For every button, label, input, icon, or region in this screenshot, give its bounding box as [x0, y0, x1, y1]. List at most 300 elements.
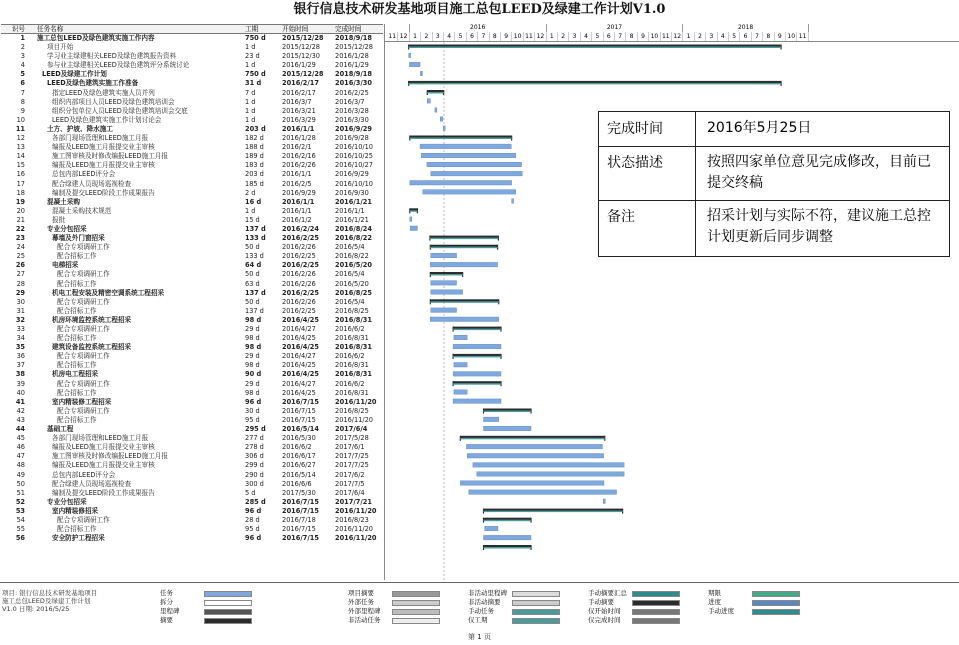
table-row[interactable]: [1, 270, 383, 279]
task-bar: [466, 444, 602, 449]
legend-item-label: 外部里程碑: [348, 607, 381, 615]
cell-id: 20: [16, 206, 25, 215]
cell-start: 2015/12/30: [282, 52, 321, 61]
table-row[interactable]: [1, 525, 383, 534]
table-row[interactable]: [1, 434, 383, 443]
cell-id: 17: [16, 179, 25, 188]
note-value: 招采计划与实际不符，建议施工总控计划更新后同步调整: [707, 208, 931, 245]
cell-name: LEED及绿建工作计划: [42, 70, 107, 79]
cell-id: 52: [15, 497, 25, 506]
cell-start: 2016/7/15: [282, 406, 316, 415]
table-row[interactable]: [1, 452, 383, 461]
cell-name: 施工图审核及时修改编报LEED施工月报: [52, 152, 168, 161]
cell-id: 44: [15, 425, 25, 434]
timeline-month: 8: [490, 32, 501, 41]
task-bar: [469, 490, 617, 495]
cell-dur: 98 d: [245, 315, 262, 324]
summary-progress: [453, 329, 501, 331]
table-row[interactable]: [1, 461, 383, 470]
col-duration-header[interactable]: 工期: [245, 25, 259, 33]
table-row[interactable]: [1, 334, 383, 343]
timeline-month: 11: [524, 32, 535, 41]
timeline-month: 5: [455, 32, 466, 41]
cell-end: 2016/8/31: [335, 370, 372, 379]
cell-id: 36: [16, 352, 25, 361]
table-row[interactable]: [1, 471, 383, 480]
summary-progress: [409, 83, 781, 85]
table-row[interactable]: [1, 407, 383, 416]
legend-item-label: 项目摘要: [348, 589, 374, 597]
cell-start: 2016/4/27: [282, 325, 316, 333]
cell-dur: 185 d: [245, 179, 264, 188]
table-row[interactable]: [1, 534, 383, 543]
timeline-month: 6: [604, 32, 615, 41]
table-row[interactable]: [1, 89, 383, 98]
cell-id: 8: [20, 97, 25, 106]
cell-dur: 98 d: [245, 388, 260, 397]
cell-dur: 277 d: [245, 434, 264, 443]
cell-start: 2016/4/25: [282, 343, 319, 352]
table-row[interactable]: [1, 307, 383, 316]
legend-item-label: 仅完成时间: [588, 616, 621, 624]
cell-end: 2016/10/10: [335, 179, 374, 188]
cell-name: 配合专项调研工作: [57, 406, 110, 415]
summary-progress: [410, 138, 512, 140]
timeline-month: 1: [683, 32, 694, 41]
timeline-month: 7: [752, 32, 763, 41]
timeline-month: 2: [695, 32, 706, 41]
gantt-bars: [385, 24, 959, 580]
cell-name: 配合专项调研工作: [57, 352, 110, 361]
cell-start: 2016/2/26: [282, 243, 316, 252]
table-row[interactable]: [1, 289, 383, 298]
cell-dur: 1 d: [245, 206, 256, 215]
summary-progress: [453, 356, 501, 358]
cell-end: 2016/1/21: [335, 197, 372, 206]
timeline-month: 2: [421, 32, 432, 41]
timeline-month: 3: [706, 32, 717, 41]
cell-start: 2016/6/6: [282, 479, 312, 488]
timeline-month: 12: [398, 32, 409, 41]
task-bar: [431, 171, 523, 176]
timeline-month: 7: [478, 32, 489, 41]
cell-dur: 50 d: [245, 243, 260, 252]
cell-end: 2016/1/1: [335, 206, 365, 215]
summary-progress: [430, 301, 498, 303]
cell-end: 2016/8/22: [335, 252, 369, 261]
table-row[interactable]: [1, 225, 383, 234]
timeline-month: 11: [797, 32, 808, 41]
timeline-month: 7: [615, 32, 626, 41]
cell-end: 2017/7/21: [335, 497, 372, 506]
table-row[interactable]: [1, 280, 383, 289]
col-start-header[interactable]: 开始时间: [282, 25, 309, 33]
cell-end: 2016/9/29: [335, 124, 372, 133]
cell-start: 2016/4/25: [282, 334, 316, 343]
legend-item: [160, 607, 180, 615]
cell-name: 室内精装修工程招采: [52, 397, 112, 406]
cell-name: 编报及LEED施工月报提交业主审核: [52, 161, 155, 170]
cell-name: 学习业主绿建相关LEED及绿色建筑报告资料: [47, 52, 177, 61]
table-row[interactable]: [1, 316, 383, 325]
status-note: [598, 111, 950, 257]
cell-dur: 203 d: [245, 170, 264, 179]
legend-swatch: [752, 591, 800, 597]
cell-end: 2017/7/25: [335, 452, 369, 461]
table-row[interactable]: [1, 489, 383, 498]
timeline-month: 11: [661, 32, 672, 41]
cell-dur: 1 d: [245, 97, 256, 106]
cell-name: 配合招标工作: [57, 334, 97, 343]
task-bar: [484, 535, 532, 540]
table-row[interactable]: [1, 361, 383, 370]
cell-dur: 30 d: [245, 406, 260, 415]
legend-item: [160, 616, 173, 624]
cell-id: 51: [16, 488, 25, 497]
cell-dur: 2 d: [245, 188, 256, 197]
legend-item-label: 任务: [160, 589, 173, 597]
legend-item-label: 非活动里程碑: [468, 589, 507, 597]
timeline-month: 2: [558, 32, 569, 41]
legend-item: [708, 598, 721, 606]
note-key: 备注: [607, 209, 635, 225]
timeline-month: 4: [444, 32, 455, 41]
task-bar: [603, 499, 605, 504]
cell-start: 2016/7/15: [282, 534, 319, 543]
cell-id: 21: [16, 215, 25, 224]
cell-id: 25: [16, 252, 25, 261]
cell-end: 2015/12/28: [335, 43, 374, 52]
cell-name: 机房环境监控系统工程招采: [52, 315, 132, 324]
table-row[interactable]: [1, 198, 383, 207]
col-end-header[interactable]: 完成时间: [335, 25, 362, 33]
table-row[interactable]: [1, 79, 383, 88]
legend-item: [588, 607, 621, 615]
cell-name: 电梯招采: [52, 261, 79, 270]
table-row[interactable]: [1, 52, 383, 61]
cell-start: 2016/5/14: [282, 470, 316, 479]
cell-start: 2016/9/29: [282, 188, 316, 197]
cell-end: 2016/8/23: [335, 515, 369, 524]
legend-item-label: 期限: [708, 589, 721, 597]
cell-dur: 299 d: [245, 461, 264, 470]
cell-start: 2016/2/1: [282, 143, 312, 152]
cell-start: 2016/2/16: [282, 152, 316, 161]
table-row[interactable]: [1, 416, 383, 425]
cell-name: 配合招标工作: [57, 279, 97, 288]
task-bar: [485, 526, 498, 531]
table-row[interactable]: [1, 516, 383, 525]
table-row[interactable]: [1, 216, 383, 225]
timeline-month: 1: [410, 32, 421, 41]
cell-end: 2016/1/28: [335, 52, 369, 61]
cell-name: 配合招标工作: [57, 252, 97, 261]
legend-swatch: [204, 618, 252, 624]
note-value: 按照四家单位意见完成修改，目前已提交终稿: [707, 154, 931, 191]
summary-progress: [460, 438, 604, 440]
legend-item-label: 拆分: [160, 598, 173, 606]
col-id-header[interactable]: 识号: [11, 25, 25, 33]
cell-start: 2016/2/17: [282, 79, 319, 88]
legend-swatch: [752, 609, 800, 615]
legend-swatch: [632, 609, 680, 615]
cell-end: 2016/11/20: [335, 506, 377, 515]
legend-item-label: 手动摘要: [588, 598, 614, 606]
task-bar: [421, 153, 516, 158]
table-row[interactable]: [1, 116, 383, 125]
table-row[interactable]: [1, 180, 383, 189]
cell-name: 配合招标工作: [57, 388, 97, 397]
timeline-year: 2018: [683, 24, 808, 32]
timeline-month: 5: [592, 32, 603, 41]
cell-start: 2016/1/28: [282, 134, 316, 143]
legend-swatch: [204, 591, 252, 597]
cell-name: 施工总包LEED及绿色建筑实施工作内容: [37, 34, 155, 42]
legend-swatch: [204, 600, 252, 606]
cell-dur: 133 d: [245, 252, 264, 261]
task-table: [1, 24, 383, 543]
cell-start: 2016/3/29: [282, 115, 316, 124]
table-row[interactable]: [1, 380, 383, 389]
cell-end: 2016/8/22: [335, 234, 372, 243]
cell-dur: 133 d: [245, 234, 266, 243]
cell-id: 41: [15, 397, 25, 406]
cell-start: 2017/5/30: [282, 488, 316, 497]
cell-name: 机房电工程招采: [52, 370, 99, 379]
cell-id: 49: [16, 470, 25, 479]
cell-name: 建筑设备监控系统工程招采: [52, 343, 132, 352]
cell-end: 2017/6/4: [335, 425, 368, 434]
timeline-month: 12: [535, 32, 546, 41]
cell-end: 2016/8/31: [335, 315, 372, 324]
note-row-remark: [599, 200, 949, 256]
table-row[interactable]: [1, 443, 383, 452]
legend-item: [708, 589, 721, 597]
cell-end: 2016/8/25: [335, 406, 369, 415]
cell-start: 2016/7/15: [282, 525, 316, 534]
cell-dur: 31 d: [245, 79, 262, 88]
table-row[interactable]: [1, 370, 383, 379]
cell-start: 2016/7/15: [282, 497, 319, 506]
legend-item: [468, 589, 507, 597]
cell-name: 基础工程: [47, 425, 74, 434]
cell-end: 2017/7/25: [335, 461, 369, 470]
legend-swatch: [512, 618, 560, 624]
cell-start: 2016/2/25: [282, 234, 319, 243]
cell-name: 项目开始: [47, 43, 74, 52]
cell-name: 编报及LEED施工月报提交业主审核: [52, 443, 155, 452]
cell-end: 2016/9/30: [335, 188, 369, 197]
table-row[interactable]: [1, 107, 383, 116]
cell-dur: 306 d: [245, 452, 264, 461]
cell-id: 33: [16, 325, 25, 333]
cell-end: 2016/10/27: [335, 161, 374, 170]
cell-name: 各部门现场管理和LEED施工月报: [52, 134, 149, 143]
cell-end: 2016/3/28: [335, 106, 369, 115]
cell-end: 2017/5/28: [335, 434, 369, 443]
cell-dur: 96 d: [245, 506, 262, 515]
table-row[interactable]: [1, 70, 383, 79]
table-row[interactable]: [1, 98, 383, 107]
task-bar: [473, 463, 624, 468]
timeline-month: 9: [775, 32, 786, 41]
summary-progress: [484, 511, 623, 512]
table-row[interactable]: [1, 170, 383, 179]
cell-dur: 23 d: [245, 52, 260, 61]
table-row[interactable]: [1, 261, 383, 270]
cell-dur: 29 d: [245, 325, 260, 333]
timeline-month: 10: [786, 32, 797, 41]
cell-id: 37: [16, 361, 25, 370]
task-bar: [410, 181, 512, 186]
page-footer: 第 1 页: [468, 633, 491, 641]
table-row[interactable]: [1, 389, 383, 398]
legend-swatch: [204, 609, 252, 615]
cell-end: 2016/5/4: [335, 270, 365, 279]
legend-swatch: [632, 591, 680, 597]
cell-id: 39: [16, 379, 25, 388]
cell-id: 53: [15, 506, 25, 515]
cell-start: 2016/1/1: [282, 206, 312, 215]
table-row[interactable]: [1, 34, 383, 43]
cell-id: 9: [20, 106, 25, 115]
table-row[interactable]: [1, 189, 383, 198]
cell-id: 16: [16, 170, 25, 179]
legend-item-label: 手动摘要汇总: [588, 589, 627, 597]
table-row[interactable]: [1, 298, 383, 307]
cell-id: 7: [20, 88, 25, 97]
legend-item: [468, 607, 494, 615]
cell-id: 27: [16, 270, 25, 279]
gantt-chart: [384, 24, 959, 580]
table-row[interactable]: [1, 480, 383, 489]
task-bar: [410, 226, 417, 231]
summary-progress: [410, 210, 418, 212]
cell-end: 2016/8/25: [335, 288, 372, 297]
cell-id: 11: [15, 124, 25, 133]
table-row[interactable]: [1, 161, 383, 170]
cell-end: 2016/10/25: [335, 152, 374, 161]
cell-start: 2016/2/26: [282, 297, 316, 306]
note-row-complete-time: [599, 112, 949, 147]
summary-progress: [430, 238, 498, 240]
legend-swatch: [392, 609, 440, 615]
cell-dur: 750 d: [245, 70, 266, 79]
task-bar: [431, 281, 457, 286]
cell-dur: 16 d: [245, 197, 262, 206]
table-row[interactable]: [1, 507, 383, 516]
cell-id: 26: [15, 261, 25, 270]
table-row[interactable]: [1, 143, 383, 152]
cell-name: 幕墙及外门窗招采: [52, 234, 105, 243]
table-row[interactable]: [1, 243, 383, 252]
cell-end: 2016/1/29: [335, 61, 369, 70]
table-row[interactable]: [1, 352, 383, 361]
legend-swatch: [512, 609, 560, 615]
summary-progress: [430, 247, 497, 249]
table-row[interactable]: [1, 125, 383, 134]
legend-item: [588, 598, 614, 606]
task-bar: [431, 308, 457, 313]
table-row[interactable]: [1, 61, 383, 70]
cell-id: 3: [20, 52, 25, 61]
table-row[interactable]: [1, 207, 383, 216]
cell-dur: 98 d: [245, 334, 260, 343]
legend-item: [348, 616, 381, 624]
cell-id: 30: [16, 297, 25, 306]
table-row[interactable]: [1, 343, 383, 352]
task-bar: [420, 144, 511, 149]
table-row[interactable]: [1, 234, 383, 243]
cell-end: 2016/6/2: [335, 379, 365, 388]
cell-end: 2017/6/2: [335, 470, 365, 479]
legend-item: [588, 616, 621, 624]
cell-dur: 1 d: [245, 61, 256, 70]
table-row[interactable]: [1, 252, 383, 261]
cell-id: 38: [15, 370, 25, 379]
legend-item: [160, 589, 173, 597]
cell-name: 指定LEED及绿色建筑实施人员并列: [52, 88, 155, 97]
table-row[interactable]: [1, 152, 383, 161]
cell-name: 编制及提交LEED阶段工作成果报告: [52, 488, 155, 497]
task-bar: [409, 62, 420, 66]
legend-item-label: 非活动任务: [348, 616, 381, 624]
cell-start: 2016/5/30: [282, 434, 316, 443]
cell-dur: 278 d: [245, 443, 264, 452]
table-row[interactable]: [1, 325, 383, 334]
timeline-month: 1: [547, 32, 558, 41]
cell-name: 配合招标工作: [57, 361, 97, 370]
table-header: [1, 24, 383, 34]
note-value: 2016年5月25日: [707, 120, 812, 136]
cell-start: 2016/2/26: [282, 279, 316, 288]
cell-name: 配合绿建人员现场巡视检查: [52, 479, 132, 488]
task-bar: [431, 290, 463, 295]
cell-name: 编报及LEED施工月报提交业主审核: [52, 461, 155, 470]
cell-id: 2: [20, 43, 25, 52]
table-row[interactable]: [1, 398, 383, 407]
cell-name: 配合专项调研工作: [57, 515, 110, 524]
cell-id: 43: [16, 415, 25, 424]
cell-start: 2016/7/15: [282, 506, 319, 515]
task-bar: [430, 317, 498, 322]
cell-end: 2016/3/7: [335, 97, 365, 106]
cell-id: 40: [16, 388, 25, 397]
cell-end: 2016/5/20: [335, 261, 372, 270]
table-row[interactable]: [1, 425, 383, 434]
cell-dur: 5 d: [245, 488, 256, 497]
cell-name: 组织内部项目人员LEED及绿色建筑培训会: [52, 97, 175, 106]
cell-name: LEED及绿色建筑实施工作计划讨论会: [52, 115, 162, 124]
table-row[interactable]: [1, 43, 383, 52]
summary-progress: [409, 47, 781, 49]
task-bar: [427, 99, 430, 104]
cell-id: 4: [20, 61, 25, 70]
table-row[interactable]: [1, 498, 383, 507]
table-row[interactable]: [1, 134, 383, 143]
timeline-month: 4: [581, 32, 592, 41]
cell-dur: 300 d: [245, 479, 264, 488]
summary-progress: [430, 274, 462, 276]
cell-id: 35: [15, 343, 25, 352]
col-name-header[interactable]: 任务名称: [37, 25, 64, 33]
cell-dur: 95 d: [245, 415, 260, 424]
legend-item-label: 摘要: [160, 616, 173, 624]
task-bar: [454, 363, 467, 368]
task-bar: [430, 262, 497, 267]
summary-progress: [453, 383, 501, 385]
task-bar: [453, 344, 501, 349]
